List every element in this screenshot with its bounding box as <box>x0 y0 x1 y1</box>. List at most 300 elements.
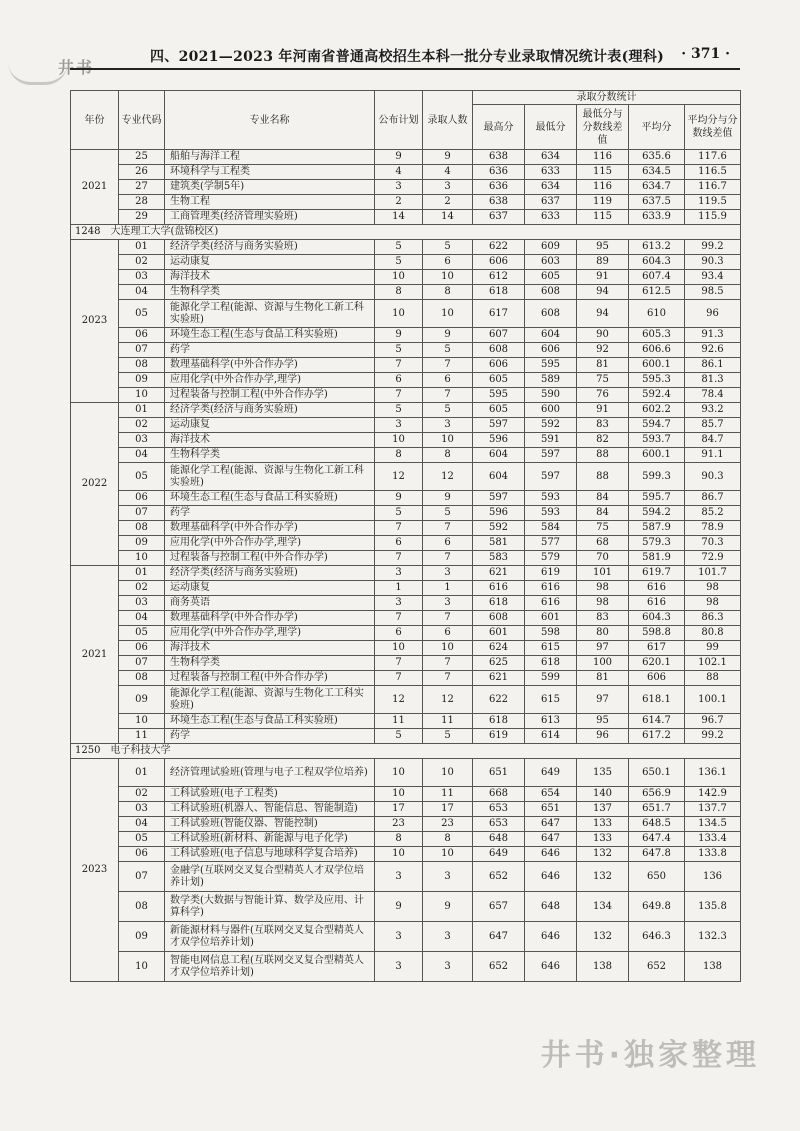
cell-avg-diff: 78.4 <box>685 388 741 403</box>
cell-avg-diff: 138 <box>685 952 741 982</box>
cell-min-diff: 132 <box>577 847 629 862</box>
cell-avg: 633.9 <box>629 210 685 225</box>
cell-admitted: 12 <box>423 686 473 714</box>
col-code: 专业代码 <box>119 91 165 150</box>
cell-max: 605 <box>473 373 525 388</box>
cell-min: 619 <box>525 566 577 581</box>
cell-code: 10 <box>119 388 165 403</box>
cell-avg-diff: 100.1 <box>685 686 741 714</box>
cell-code: 02 <box>119 581 165 596</box>
cell-min: 603 <box>525 255 577 270</box>
cell-name: 经济学类(经济与商务实验班) <box>165 566 375 581</box>
cell-plan: 7 <box>375 611 423 626</box>
cell-avg: 616 <box>629 596 685 611</box>
table-row <box>71 551 741 566</box>
cell-min-diff: 140 <box>577 787 629 802</box>
cell-max: 638 <box>473 195 525 210</box>
cell-min-diff: 137 <box>577 802 629 817</box>
cell-avg: 620.1 <box>629 656 685 671</box>
cell-plan: 9 <box>375 328 423 343</box>
cell-avg-diff: 88 <box>685 671 741 686</box>
cell-code: 09 <box>119 686 165 714</box>
cell-name: 智能电网信息工程(互联网交叉复合型精英人才双学位培养计划) <box>165 952 375 982</box>
cell-avg-diff: 91.3 <box>685 328 741 343</box>
cell-min-diff: 84 <box>577 506 629 521</box>
cell-avg-diff: 115.9 <box>685 210 741 225</box>
cell-plan: 8 <box>375 285 423 300</box>
cell-code: 29 <box>119 210 165 225</box>
cell-max: 638 <box>473 150 525 165</box>
cell-min-diff: 133 <box>577 817 629 832</box>
cell-avg-diff: 136.1 <box>685 759 741 787</box>
cell-max: 612 <box>473 270 525 285</box>
cell-plan: 4 <box>375 165 423 180</box>
cell-avg-diff: 84.7 <box>685 433 741 448</box>
cell-max: 604 <box>473 463 525 491</box>
cell-code: 05 <box>119 300 165 328</box>
cell-admitted: 5 <box>423 403 473 418</box>
cell-min-diff: 98 <box>577 596 629 611</box>
cell-admitted: 7 <box>423 671 473 686</box>
cell-min: 608 <box>525 285 577 300</box>
cell-max: 597 <box>473 418 525 433</box>
cell-avg-diff: 142.9 <box>685 787 741 802</box>
cell-plan: 12 <box>375 686 423 714</box>
cell-min: 654 <box>525 787 577 802</box>
table-row <box>71 802 741 817</box>
cell-min: 590 <box>525 388 577 403</box>
cell-max: 668 <box>473 787 525 802</box>
cell-plan: 7 <box>375 358 423 373</box>
cell-avg: 600.1 <box>629 448 685 463</box>
cell-min-diff: 82 <box>577 433 629 448</box>
cell-code: 07 <box>119 506 165 521</box>
cell-avg-diff: 135.8 <box>685 892 741 922</box>
cell-plan: 5 <box>375 729 423 744</box>
cell-avg: 595.3 <box>629 373 685 388</box>
cell-avg-diff: 78.9 <box>685 521 741 536</box>
cell-name: 生物科学类 <box>165 285 375 300</box>
cell-code: 10 <box>119 952 165 982</box>
cell-avg-diff: 132.3 <box>685 922 741 952</box>
cell-avg: 612.5 <box>629 285 685 300</box>
footer-watermark: 井书·独家整理 <box>540 1038 760 1073</box>
cell-min: 595 <box>525 358 577 373</box>
table-row <box>71 862 741 892</box>
table-row <box>71 358 741 373</box>
cell-avg-diff: 86.3 <box>685 611 741 626</box>
cell-max: 608 <box>473 611 525 626</box>
cell-max: 597 <box>473 491 525 506</box>
table-row <box>71 759 741 787</box>
cell-admitted: 10 <box>423 641 473 656</box>
cell-code: 01 <box>119 403 165 418</box>
cell-plan: 12 <box>375 463 423 491</box>
cell-name: 工科试验班(机器人、智能信息、智能制造) <box>165 802 375 817</box>
year-cell: 2023 <box>71 240 119 403</box>
cell-avg: 600.1 <box>629 358 685 373</box>
cell-avg-diff: 92.6 <box>685 343 741 358</box>
table-row <box>71 373 741 388</box>
cell-name: 经济学类(经济与商务实验班) <box>165 240 375 255</box>
table-row <box>71 255 741 270</box>
col-avg-diff: 平均分与分数线差值 <box>685 105 741 150</box>
cell-avg: 594.2 <box>629 506 685 521</box>
cell-name: 应用化学(中外合作办学,理学) <box>165 536 375 551</box>
page-number: · 371 · <box>681 46 730 62</box>
cell-avg: 637.5 <box>629 195 685 210</box>
cell-name: 数学类(大数据与智能计算、数学及应用、计算科学) <box>165 892 375 922</box>
cell-max: 625 <box>473 656 525 671</box>
cell-admitted: 6 <box>423 373 473 388</box>
cell-plan: 7 <box>375 671 423 686</box>
cell-admitted: 8 <box>423 448 473 463</box>
cell-name: 过程装备与控制工程(中外合作办学) <box>165 551 375 566</box>
cell-min: 616 <box>525 581 577 596</box>
table-row <box>71 300 741 328</box>
cell-avg-diff: 102.1 <box>685 656 741 671</box>
page-title: 四、2021—2023 年河南省普通高校招生本科一批分专业录取情况统计表(理科) <box>150 49 665 65</box>
cell-min-diff: 132 <box>577 862 629 892</box>
cell-code: 11 <box>119 729 165 744</box>
col-year: 年份 <box>71 91 119 150</box>
cell-avg: 617 <box>629 641 685 656</box>
cell-name: 能源化学工程(能源、资源与生物化工新工科实验班) <box>165 463 375 491</box>
table-header <box>71 91 741 150</box>
cell-avg: 613.2 <box>629 240 685 255</box>
cell-max: 652 <box>473 862 525 892</box>
cell-name: 金融学(互联网交叉复合型精英人才双学位培养计划) <box>165 862 375 892</box>
cell-name: 新能源材料与器件(互联网交叉复合型精英人才双学位培养计划) <box>165 922 375 952</box>
cell-admitted: 10 <box>423 759 473 787</box>
cell-admitted: 4 <box>423 165 473 180</box>
cell-avg: 602.2 <box>629 403 685 418</box>
cell-admitted: 17 <box>423 802 473 817</box>
cell-name: 过程装备与控制工程(中外合作办学) <box>165 671 375 686</box>
cell-min-diff: 94 <box>577 285 629 300</box>
cell-avg-diff: 136 <box>685 862 741 892</box>
cell-max: 616 <box>473 581 525 596</box>
cell-min: 614 <box>525 729 577 744</box>
cell-code: 01 <box>119 759 165 787</box>
cell-admitted: 14 <box>423 210 473 225</box>
cell-code: 27 <box>119 180 165 195</box>
cell-admitted: 11 <box>423 714 473 729</box>
table-row <box>71 521 741 536</box>
table-row <box>71 787 741 802</box>
cell-name: 生物科学类 <box>165 656 375 671</box>
table-row <box>71 581 741 596</box>
cell-min: 599 <box>525 671 577 686</box>
cell-avg-diff: 99 <box>685 641 741 656</box>
cell-min: 584 <box>525 521 577 536</box>
cell-code: 03 <box>119 433 165 448</box>
cell-plan: 10 <box>375 847 423 862</box>
cell-code: 04 <box>119 285 165 300</box>
cell-avg: 650.1 <box>629 759 685 787</box>
table-row <box>71 892 741 922</box>
cell-code: 25 <box>119 150 165 165</box>
cell-max: 581 <box>473 536 525 551</box>
cell-avg: 616 <box>629 581 685 596</box>
cell-name: 经济学类(经济与商务实验班) <box>165 403 375 418</box>
cell-min: 591 <box>525 433 577 448</box>
cell-avg-diff: 134.5 <box>685 817 741 832</box>
cell-plan: 1 <box>375 581 423 596</box>
cell-min-diff: 101 <box>577 566 629 581</box>
cell-plan: 14 <box>375 210 423 225</box>
cell-min: 633 <box>525 165 577 180</box>
cell-avg-diff: 117.6 <box>685 150 741 165</box>
cell-avg: 647.8 <box>629 847 685 862</box>
col-name: 专业名称 <box>165 91 375 150</box>
cell-name: 环境生态工程(生态与食品工科实验班) <box>165 491 375 506</box>
table-row <box>71 403 741 418</box>
cell-code: 04 <box>119 448 165 463</box>
cell-avg-diff: 70.3 <box>685 536 741 551</box>
cell-avg-diff: 86.1 <box>685 358 741 373</box>
cell-admitted: 9 <box>423 491 473 506</box>
cell-plan: 23 <box>375 817 423 832</box>
col-plan: 公布计划 <box>375 91 423 150</box>
cell-min: 615 <box>525 641 577 656</box>
year-cell: 2023 <box>71 759 119 982</box>
cell-min-diff: 98 <box>577 581 629 596</box>
cell-avg-diff: 98.5 <box>685 285 741 300</box>
cell-name: 商务英语 <box>165 596 375 611</box>
cell-avg-diff: 93.4 <box>685 270 741 285</box>
cell-admitted: 10 <box>423 270 473 285</box>
publisher-logo: 井书 <box>58 58 95 77</box>
cell-name: 应用化学(中外合作办学,理学) <box>165 626 375 641</box>
cell-min: 648 <box>525 892 577 922</box>
cell-min-diff: 97 <box>577 641 629 656</box>
cell-avg: 649.8 <box>629 892 685 922</box>
cell-admitted: 5 <box>423 506 473 521</box>
cell-min: 646 <box>525 922 577 952</box>
cell-avg: 587.9 <box>629 521 685 536</box>
cell-min: 597 <box>525 448 577 463</box>
cell-min-diff: 116 <box>577 180 629 195</box>
cell-min-diff: 84 <box>577 491 629 506</box>
cell-min: 606 <box>525 343 577 358</box>
cell-admitted: 9 <box>423 150 473 165</box>
cell-max: 653 <box>473 817 525 832</box>
cell-min: 647 <box>525 832 577 847</box>
cell-code: 08 <box>119 358 165 373</box>
cell-max: 649 <box>473 847 525 862</box>
cell-code: 26 <box>119 165 165 180</box>
cell-min: 609 <box>525 240 577 255</box>
cell-max: 595 <box>473 388 525 403</box>
table-row <box>71 285 741 300</box>
cell-name: 工科试验班(电子工程类) <box>165 787 375 802</box>
cell-admitted: 3 <box>423 180 473 195</box>
cell-code: 08 <box>119 521 165 536</box>
cell-admitted: 7 <box>423 611 473 626</box>
table-row <box>71 686 741 714</box>
cell-max: 607 <box>473 328 525 343</box>
cell-code: 04 <box>119 611 165 626</box>
table-row <box>71 671 741 686</box>
cell-min: 601 <box>525 611 577 626</box>
cell-name: 能源化学工程(能源、资源与生物化工工科实验班) <box>165 686 375 714</box>
year-cell: 2021 <box>71 150 119 225</box>
cell-plan: 8 <box>375 832 423 847</box>
cell-code: 06 <box>119 847 165 862</box>
cell-min-diff: 81 <box>577 671 629 686</box>
cell-plan: 7 <box>375 656 423 671</box>
cell-name: 运动康复 <box>165 581 375 596</box>
cell-code: 08 <box>119 892 165 922</box>
col-min: 最低分 <box>525 105 577 150</box>
table-row <box>71 491 741 506</box>
cell-code: 07 <box>119 862 165 892</box>
cell-min: 618 <box>525 656 577 671</box>
cell-avg-diff: 96.7 <box>685 714 741 729</box>
table-row <box>71 448 741 463</box>
table-row <box>71 714 741 729</box>
table-row <box>71 195 741 210</box>
cell-min: 579 <box>525 551 577 566</box>
cell-code: 10 <box>119 714 165 729</box>
col-avg: 平均分 <box>629 105 685 150</box>
cell-admitted: 10 <box>423 300 473 328</box>
table-row <box>71 817 741 832</box>
cell-plan: 3 <box>375 596 423 611</box>
cell-avg: 595.7 <box>629 491 685 506</box>
cell-name: 运动康复 <box>165 255 375 270</box>
cell-avg-diff: 98 <box>685 596 741 611</box>
cell-admitted: 6 <box>423 626 473 641</box>
admission-table <box>70 90 741 982</box>
cell-name: 药学 <box>165 506 375 521</box>
cell-max: 636 <box>473 165 525 180</box>
cell-avg: 646.3 <box>629 922 685 952</box>
cell-min-diff: 134 <box>577 892 629 922</box>
cell-name: 运动康复 <box>165 418 375 433</box>
cell-name: 环境生态工程(生态与食品工科实验班) <box>165 328 375 343</box>
table-row <box>71 566 741 581</box>
cell-avg: 617.2 <box>629 729 685 744</box>
cell-min: 592 <box>525 418 577 433</box>
cell-avg-diff: 90.3 <box>685 255 741 270</box>
cell-max: 622 <box>473 686 525 714</box>
cell-name: 生物工程 <box>165 195 375 210</box>
cell-max: 592 <box>473 521 525 536</box>
table-row <box>71 922 741 952</box>
cell-name: 工科试验班(新材料、新能源与电子化学) <box>165 832 375 847</box>
cell-name: 海洋技术 <box>165 641 375 656</box>
cell-name: 环境生态工程(生态与食品工科实验班) <box>165 714 375 729</box>
cell-min: 646 <box>525 952 577 982</box>
cell-min-diff: 95 <box>577 240 629 255</box>
cell-max: 608 <box>473 343 525 358</box>
cell-min-diff: 89 <box>577 255 629 270</box>
cell-plan: 3 <box>375 952 423 982</box>
cell-min-diff: 68 <box>577 536 629 551</box>
cell-avg-diff: 96 <box>685 300 741 328</box>
cell-avg: 651.7 <box>629 802 685 817</box>
cell-avg: 598.8 <box>629 626 685 641</box>
cell-avg: 592.4 <box>629 388 685 403</box>
cell-max: 653 <box>473 802 525 817</box>
cell-avg-diff: 72.9 <box>685 551 741 566</box>
cell-name: 药学 <box>165 343 375 358</box>
cell-min-diff: 115 <box>577 210 629 225</box>
cell-plan: 3 <box>375 180 423 195</box>
cell-avg: 652 <box>629 952 685 982</box>
table-row <box>71 596 741 611</box>
cell-avg-diff: 91.1 <box>685 448 741 463</box>
cell-admitted: 7 <box>423 358 473 373</box>
cell-avg: 656.9 <box>629 787 685 802</box>
cell-avg: 605.3 <box>629 328 685 343</box>
cell-avg-diff: 101.7 <box>685 566 741 581</box>
cell-code: 10 <box>119 551 165 566</box>
cell-admitted: 6 <box>423 536 473 551</box>
cell-avg-diff: 99.2 <box>685 240 741 255</box>
cell-avg-diff: 133.4 <box>685 832 741 847</box>
cell-plan: 8 <box>375 448 423 463</box>
cell-name: 生物科学类 <box>165 448 375 463</box>
cell-avg-diff: 99.2 <box>685 729 741 744</box>
cell-code: 06 <box>119 328 165 343</box>
cell-max: 606 <box>473 255 525 270</box>
cell-plan: 10 <box>375 270 423 285</box>
cell-plan: 10 <box>375 300 423 328</box>
cell-admitted: 8 <box>423 832 473 847</box>
cell-plan: 10 <box>375 759 423 787</box>
cell-min: 647 <box>525 817 577 832</box>
cell-plan: 9 <box>375 892 423 922</box>
cell-code: 06 <box>119 491 165 506</box>
table-row <box>71 343 741 358</box>
cell-avg: 634.7 <box>629 180 685 195</box>
cell-min-diff: 96 <box>577 729 629 744</box>
cell-admitted: 1 <box>423 581 473 596</box>
cell-code: 09 <box>119 373 165 388</box>
cell-min-diff: 94 <box>577 300 629 328</box>
cell-min-diff: 70 <box>577 551 629 566</box>
cell-min: 615 <box>525 686 577 714</box>
cell-max: 583 <box>473 551 525 566</box>
cell-max: 601 <box>473 626 525 641</box>
cell-min: 637 <box>525 195 577 210</box>
cell-min: 600 <box>525 403 577 418</box>
cell-min-diff: 75 <box>577 521 629 536</box>
cell-admitted: 7 <box>423 388 473 403</box>
cell-min-diff: 90 <box>577 328 629 343</box>
cell-avg: 634.5 <box>629 165 685 180</box>
table-row <box>71 150 741 165</box>
cell-avg: 614.7 <box>629 714 685 729</box>
cell-avg-diff: 119.5 <box>685 195 741 210</box>
cell-min-diff: 116 <box>577 150 629 165</box>
cell-min: 651 <box>525 802 577 817</box>
table-row <box>71 463 741 491</box>
cell-name: 数理基础科学(中外合作办学) <box>165 521 375 536</box>
cell-name: 药学 <box>165 729 375 744</box>
cell-max: 652 <box>473 952 525 982</box>
table-row <box>71 626 741 641</box>
cell-plan: 3 <box>375 862 423 892</box>
cell-min: 593 <box>525 491 577 506</box>
cell-plan: 6 <box>375 373 423 388</box>
cell-admitted: 3 <box>423 418 473 433</box>
cell-min-diff: 138 <box>577 952 629 982</box>
cell-name: 工商管理类(经济管理实验班) <box>165 210 375 225</box>
